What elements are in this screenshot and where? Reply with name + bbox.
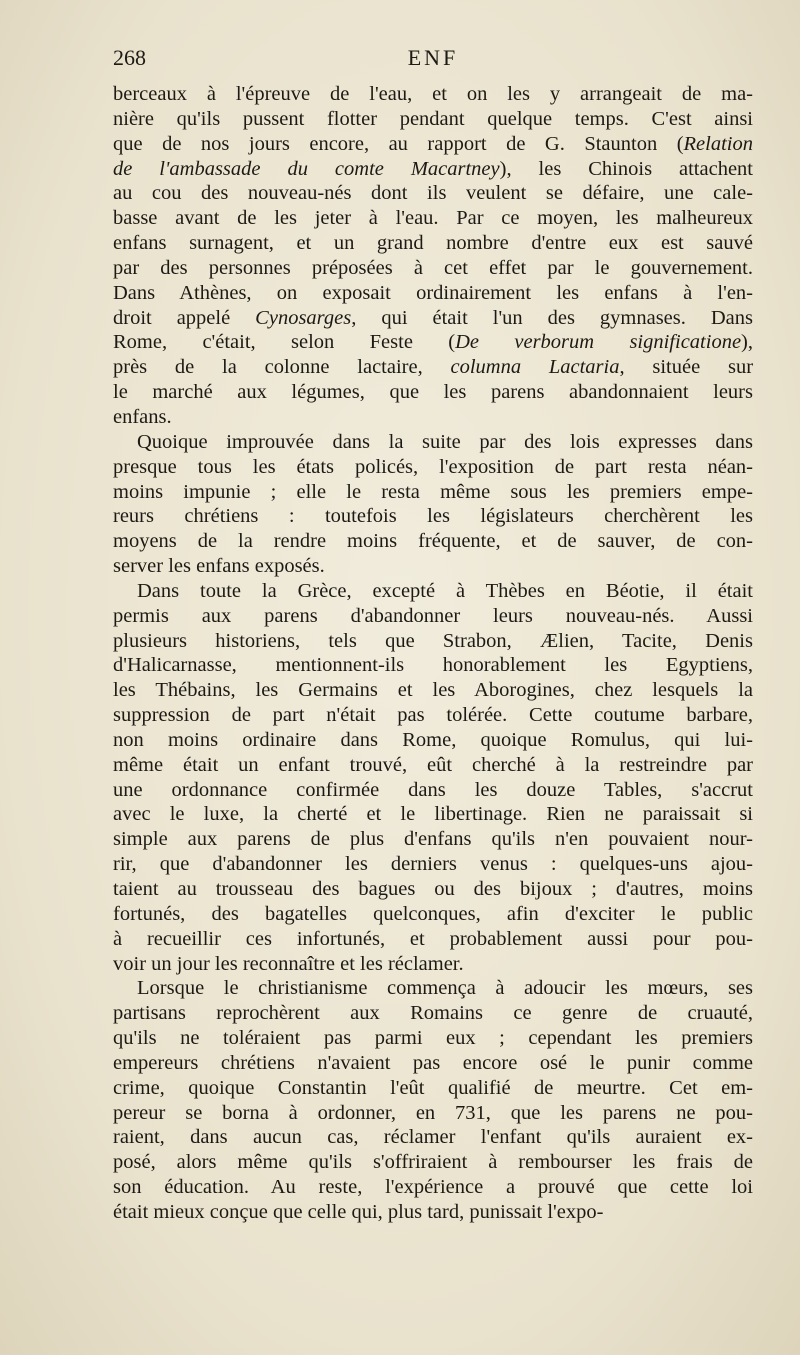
body-text — [113, 82, 753, 1225]
text-line: partisans reprochèrent aux Romains ce genre de cruauté, — [113, 1002, 753, 1025]
text-line: suppression de part n'était pas tolérée. Cette coutume barbare, — [113, 704, 753, 727]
text-line: plusieurs historiens, tels que Strabon, Ælien, Tacite, Denis — [113, 629, 753, 652]
text-line: simple aux parens de plus d'enfans qu'ils n'en pouvaient nour- — [113, 828, 753, 851]
page-header — [113, 44, 753, 72]
text-line: moyens de la rendre moins fréquente, et de sauver, de con- — [113, 530, 753, 553]
text-line: par des personnes préposées à cet effet par le gouvernement. — [113, 256, 753, 279]
text-line: près de la colonne lactaire, columna Lactaria, située sur — [113, 356, 754, 379]
text-line: voir un jour les reconnaître et les réclamer. — [113, 952, 464, 975]
text-line: fortunés, des bagatelles quelconques, afin d'exciter le public — [113, 902, 753, 925]
text-line: droit appelé Cynosarges, qui était l'un des gymnases. Dans — [113, 306, 753, 329]
text-line: Dans toute la Grèce, excepté à Thèbes en Béotie, il était — [137, 579, 753, 602]
text-line: de l'ambassade du comte Macartney), les Chinois attachent — [113, 157, 753, 180]
text-line: Dans Athènes, on exposait ordinairement les enfans à l'en- — [113, 281, 753, 304]
text-line: crime, quoique Constantin l'eût qualifié de meurtre. Cet em- — [113, 1076, 753, 1099]
paragraph — [113, 82, 753, 430]
text-line: non moins ordinaire dans Rome, quoique Romulus, qui lui- — [113, 728, 753, 751]
text-line: avec le luxe, la cherté et le libertinage. Rien ne paraissait si — [113, 803, 753, 826]
text-line: presque tous les états policés, l'exposition de part resta néan- — [113, 455, 753, 478]
paragraph — [113, 976, 753, 1224]
text-line: reurs chrétiens : toutefois les législateurs cherchèrent les — [113, 505, 753, 528]
text-line: enfans surnagent, et un grand nombre d'entre eux est sauvé — [113, 232, 753, 255]
text-line: basse avant de les jeter à l'eau. Par ce moyen, les malheureux — [113, 207, 753, 230]
page-number: 268 — [113, 45, 146, 70]
text-line: raient, dans aucun cas, réclamer l'enfant qu'ils auraient ex- — [113, 1126, 753, 1149]
text-line: enfans. — [113, 405, 172, 428]
text-line: permis aux parens d'abandonner leurs nouveau-nés. Aussi — [113, 604, 753, 627]
text-line: les Thébains, les Germains et les Aborogines, chez lesquels la — [113, 679, 753, 702]
text-line: qu'ils ne toléraient pas parmi eux ; cependant les premiers — [113, 1027, 753, 1050]
text-line: même était un enfant trouvé, eût cherché à la restreindre par — [113, 753, 753, 776]
text-line: berceaux à l'épreuve de l'eau, et on les y arrangeait de ma- — [113, 83, 753, 105]
text-line: que de nos jours encore, au rapport de G. Staunton (Relation — [113, 132, 753, 155]
text-line: Lorsque le christianisme commença à adoucir les mœurs, ses — [137, 977, 753, 1000]
text-line: Rome, c'était, selon Feste (De verborum significatione), — [113, 331, 753, 354]
running-head: ENF — [407, 45, 459, 70]
text-line: nière qu'ils pussent flotter pendant quelque temps. C'est ainsi — [113, 107, 753, 130]
text-line: empereurs chrétiens n'avaient pas encore osé le punir comme — [113, 1051, 753, 1074]
text-line: d'Halicarnasse, mentionnent-ils honorablement les Egyptiens, — [113, 654, 753, 677]
text-line: server les enfans exposés. — [113, 555, 325, 578]
text-line: Quoique improuvée dans la suite par des lois expresses dans — [137, 430, 753, 453]
text-line: le marché aux légumes, que les parens abandonnaient leurs — [113, 381, 753, 404]
paragraph — [113, 430, 753, 579]
text-line: moins impunie ; elle le resta même sous les premiers empe- — [113, 480, 753, 503]
text-line: posé, alors même qu'ils s'offriraient à rembourser les frais de — [113, 1151, 753, 1174]
text-line: rir, que d'abandonner les derniers venus : quelques-uns ajou- — [113, 853, 753, 876]
text-line: taient au trousseau des bagues ou des bijoux ; d'autres, moins — [113, 878, 753, 900]
text-line: pereur se borna à ordonner, en 731, que les parens ne pou- — [113, 1101, 753, 1124]
text-line: son éducation. Au reste, l'expérience a prouvé que cette loi — [113, 1176, 753, 1199]
text-line: une ordonnance confirmée dans les douze Tables, s'accrut — [113, 778, 753, 801]
paragraph — [113, 579, 753, 977]
text-line: au cou des nouveau-nés dont ils veulent se défaire, une cale- — [113, 182, 753, 205]
text-line: était mieux conçue que celle qui, plus tard, punissait l'expo- — [113, 1200, 604, 1223]
text-line: à recueillir ces infortunés, et probablement aussi pour pou- — [113, 927, 753, 950]
